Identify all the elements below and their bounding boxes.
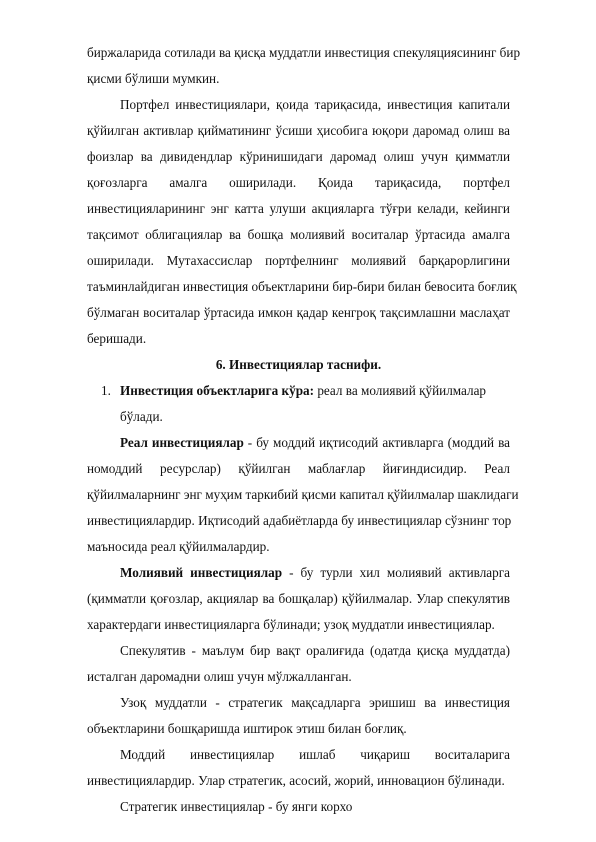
paragraph-line: Стратегик инвестициялар - бу янги корхо: [120, 799, 353, 814]
paragraph-line: Спекулятив - маълум бир вақт оралиғида (одатда қисқа муддатда): [120, 643, 510, 658]
paragraph-line: қўйилмаларнинг энг муҳим таркибий қисми капитал қўйилмалар шаклидаги: [87, 487, 519, 502]
paragraph-line: биржаларида сотилади ва қисқа муддатли инвестиция спекуляциясининг бир: [87, 45, 521, 60]
paragraph-line: қоғозларга амалга оширилади. Қоида тариқасида, портфел: [87, 175, 510, 190]
list-item: [120, 383, 510, 399]
term-bold: Реал инвестициялар: [120, 435, 244, 450]
paragraph-line: исталган даромадни олиш учун мўлжалланган.: [87, 669, 352, 684]
list-item-text: реал ва молиявий қўйилмалар: [314, 383, 487, 398]
paragraph-line: фоизлар ва дивидендлар кўринишидаги даромад олиш учун қимматли: [87, 149, 510, 164]
paragraph-line: қисми бўлиши мумкин.: [87, 71, 220, 86]
term-definition: - бу моддий иқтисодий активларга (моддий ва: [243, 435, 510, 450]
paragraph-line: бўлмаган воситалар ўртасида имкон қадар кенгроқ тақсимлашни маслаҳат: [87, 305, 510, 320]
paragraph-line: инвестициялардир. Иқтисодий адабиётларда бу инвестициялар сўзнинг тор: [87, 513, 512, 528]
list-number: 1.: [101, 383, 111, 398]
paragraph-line: Узоқ муддатли - стратегик мақсадларга эришиш ва инвестиция: [120, 695, 510, 710]
paragraph-line: Моддий инвестициялар ишлаб чиқариш воситаларига: [120, 747, 510, 762]
paragraph-line: беришади.: [87, 331, 147, 346]
paragraph-line: оширилади. Мутахассислар портфелнинг молиявий барқарорлигини: [87, 253, 510, 268]
paragraph-line: характердаги инвестицияларга бўлинади; узоқ муддатли инвестициялар.: [87, 617, 495, 632]
paragraph-line: маъносида реал қўйилмалардир.: [87, 539, 270, 554]
financial-investment-line: [120, 565, 510, 581]
paragraph-line: инвестициялардир. Улар стратегик, асосий, жорий, инновацион бўлинади.: [87, 773, 505, 788]
paragraph-line: таъминлайдиган инвестиция объектларини бир-бири билан бевосита боғлиқ: [87, 279, 517, 294]
term-definition: - бу турли хил молиявий активларга: [282, 565, 510, 580]
list-item-bold: Инвестиция объектларига кўра:: [120, 383, 315, 398]
real-investment-line: [120, 435, 510, 451]
paragraph-line: инвестицияларининг энг катта улуши акцияларга тўғри келади, кейинги: [87, 201, 510, 216]
paragraph-line: объектларини бошқаришда иштирок этиш билан боғлиқ.: [87, 721, 407, 736]
paragraph-line: Портфел инвестициялари, қоида тариқасида, инвестиция капитали: [120, 97, 510, 112]
list-item-cont: бўлади.: [120, 409, 163, 424]
paragraph-line: тақсимот облигациялар ва бошқа молиявий воситалар ўртасида амалга: [87, 227, 510, 242]
term-bold: Молиявий инвестициялар: [120, 565, 283, 580]
section-heading: 6. Инвестициялар таснифи.: [215, 357, 382, 372]
paragraph-line: номоддий ресурслар) қўйилган маблағлар йиғиндисидир. Реал: [87, 461, 510, 476]
paragraph-line: (қимматли қоғозлар, акциялар ва бошқалар) қўйилмалар. Улар спекулятив: [87, 591, 510, 606]
paragraph-line: қўйилган активлар қийматининг ўсиши ҳисобига юқори даромад олиш ва: [87, 123, 510, 138]
